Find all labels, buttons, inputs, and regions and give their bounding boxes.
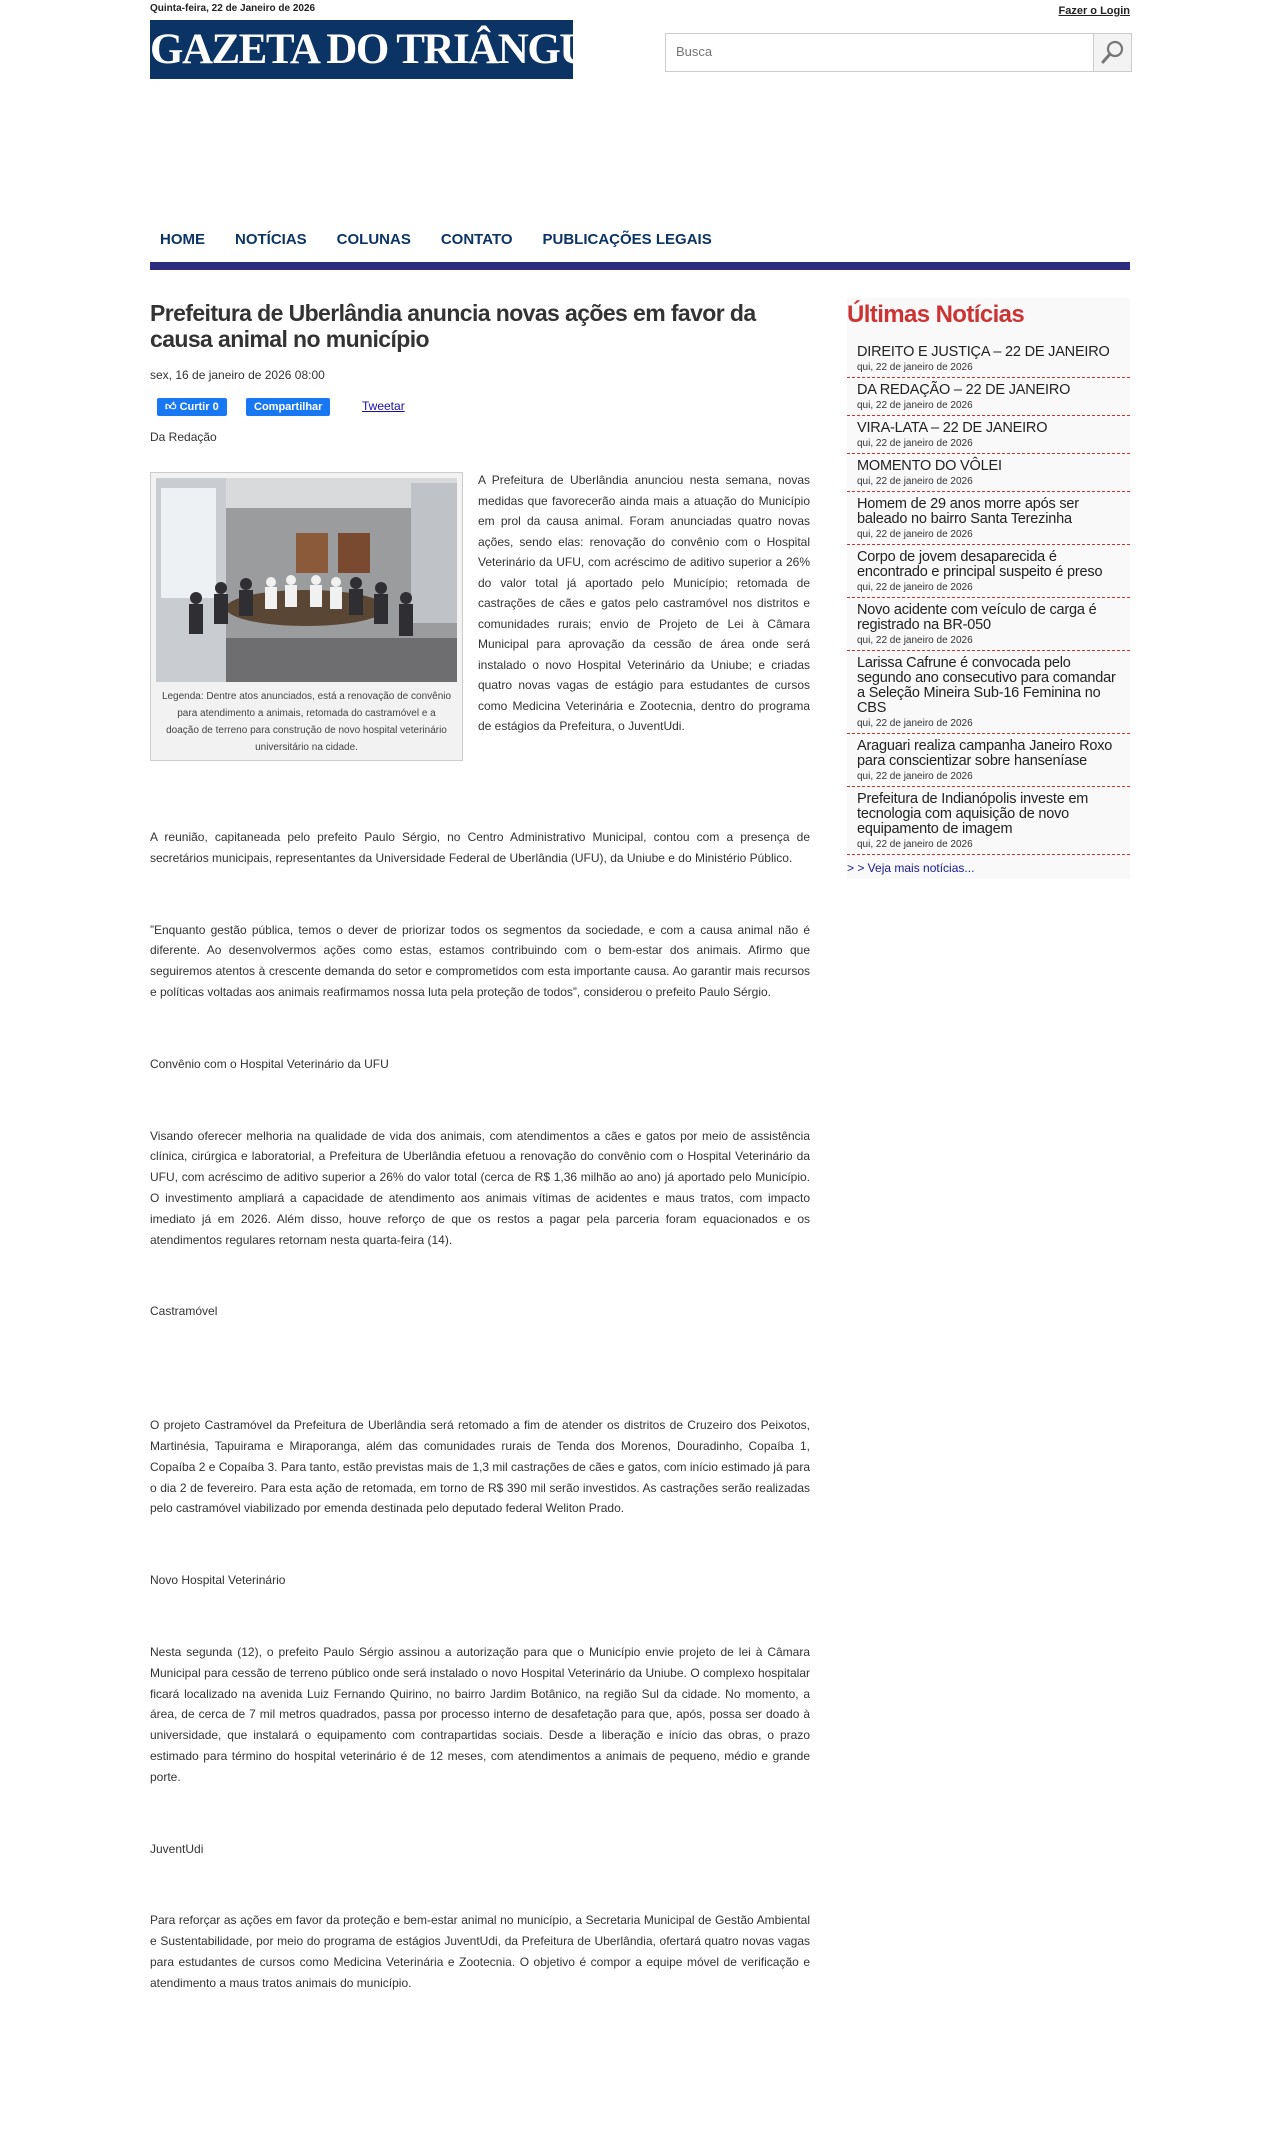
article [150,300,810,2045]
article-lead: A Prefeitura de Uberlândia anunciou nesta semana, novas medidas que favorecerão ainda mais a atuação do Município em prol da causa animal. Foram anunciadas quatro novas ações, sendo elas: renovação do convênio com o Hospital Veterinário da UFU, com acréscimo de aditivo superior a 26% do valor total já aportado pelo Município; retomada de castrações de cães e gatos pelo castramóvel nos distritos e comunidades rurais; envio de Projeto de Lei à Câmara Municipal para aprovação da cessão de área onde será instalado o novo Hospital Veterinário da Uniube; e criadas quatro novas vagas de estágio para estudantes de cursos como Medicina Veterinária e Zootecnia, dentro do programa de estágios da Prefeitura, o JuventUdi. [478,473,810,733]
article-photo [156,478,457,682]
news-title: Homem de 29 anos morre após ser baleado no bairro Santa Terezinha [857,496,1079,527]
main-nav [150,225,1130,255]
news-item[interactable] [847,492,1130,545]
nav-home[interactable]: HOME [160,231,205,248]
page [150,0,1130,2134]
search-input[interactable] [666,34,1111,69]
article-title: Prefeitura de Uberlândia anuncia novas ações em favor da causa animal no município [150,300,756,352]
nav-publicacoes-legais[interactable]: PUBLICAÇÕES LEGAIS [542,231,712,248]
news-item[interactable] [847,787,1130,855]
paragraph: Para reforçar as ações em favor da proteção e bem-estar animal no município, a Secretaria Municipal de Gestão Ambiental e Sustentabilidade, por meio do programa de estágios JuventUdi, da Prefeitura de Uberlândia, ofertará quatro novas vagas para estudantes de cursos como Medicina Veterinária e Zootecnia. O objetivo é compor a equipe móvel de verificação e atendimento a maus tratos animais do município. [150,1913,810,1990]
paragraph: Visando oferecer melhoria na qualidade de vida dos animais, com atendimentos a cães e gatos por meio de assistência clínica, cirúrgica e laboratorial, a Prefeitura de Uberlândia efetuou a renovação do convênio com o Hospital Veterinário da UFU, com acréscimo de aditivo superior a 26% do valor total (cerca de R$ 1,36 milhão ao ano) já aportado pelo Município. O investimento ampliará a capacidade de atendimento aos animais vítimas de acidentes e maus tratos, com impacto imediato já em 2026. Além disso, houve reforço de que os restos a pagar pela parceria foram equacionados e os atendimentos regulares retornam nesta quarta-feira (14). [150,1128,810,1247]
article-date: sex, 16 de janeiro de 2026 08:00 [150,368,325,382]
news-date: qui, 22 de janeiro de 2026 [857,718,973,729]
news-date: qui, 22 de janeiro de 2026 [857,635,973,646]
news-date: qui, 22 de janeiro de 2026 [857,582,973,593]
search-button[interactable] [1093,34,1131,71]
news-title: DIREITO E JUSTIÇA – 22 DE JANEIRO [857,344,1110,360]
news-item[interactable] [847,545,1130,598]
section-heading: Castramóvel [150,1304,218,1319]
news-item[interactable] [847,378,1130,416]
search-icon [1094,34,1131,71]
news-date: qui, 22 de janeiro de 2026 [857,476,973,487]
paragraph: O projeto Castramóvel da Prefeitura de Uberlândia será retomado a fim de atender os distritos de Cruzeiro dos Peixotos, Martinésia, Tapuirama e Miraporanga, além das comunidades rurais de Tenda dos Morenos, Douradinho, Copaíba 1, Copaíba 2 e Copaíba 3. Para tanto, estão previstas mais de 1,3 mil castrações de cães e gatos, com início estimado já para o dia 2 de fevereiro. Para esta ação de retomada, em torno de R$ 390 mil serão investidos. As castrações serão realizadas pelo castramóvel viabilizado por emenda destinada pelo deputado federal Weliton Prado. [150,1418,810,1516]
news-title: Corpo de jovem desaparecida é encontrado e principal suspeito é preso [857,549,1103,580]
news-item[interactable] [847,340,1130,378]
more-news-link[interactable]: > > Veja mais notícias... [847,861,975,875]
section-heading: JuventUdi [150,1841,204,1856]
nav-colunas[interactable]: COLUNAS [336,231,411,248]
news-item[interactable] [847,734,1130,787]
news-item[interactable] [847,598,1130,651]
news-title: Prefeitura de Indianópolis investe em tecnologia com aquisição de novo equipamento de imagem [857,791,1089,837]
facebook-share-button[interactable]: Compartilhar [246,398,330,416]
news-title: Larissa Cafrune é convocada pelo segundo ano consecutivo para comandar a Seleção Mineira Sub-16 Feminina no CBS [857,655,1116,716]
nav-contato[interactable]: CONTATO [440,231,513,248]
news-title: DA REDAÇÃO – 22 DE JANEIRO [857,382,1071,398]
login-link[interactable]: Fazer o Login [1058,5,1130,17]
photo-caption: Legenda: Dentre atos anunciados, está a renovação de convênio para atendimento a animais, retomada do castramóvel e a doação de terreno para construção de novo hospital veterinário universitário na cidade. [161,691,452,753]
nav-divider-bar [150,262,1130,270]
article-author: Da Redação [150,430,217,444]
section-heading: Convênio com o Hospital Veterinário da UFU [150,1056,389,1071]
paragraph: Nesta segunda (12), o prefeito Paulo Sérgio assinou a autorização para que o Município envie projeto de lei à Câmara Municipal para cessão de terreno público onde será instalado o novo Hospital Veterinário da Uniube. O complexo hospitalar ficará localizado na avenida Luiz Fernando Quirino, no bairro Jardim Botânico, na região Sul da cidade. No momento, a área, de cerca de 7 mil metros quadrados, passa por processo interno de desafetação para que, após, possa ser doado à universidade, que instalará o equipamento com contrapartidas sociais. Desde a liberação e início das obras, o prazo estimado para término do hospital veterinário é de 12 meses, com atendimentos a animais de pequeno, médio e grande porte. [150,1644,810,1784]
sidebar-title: Últimas Notícias [847,301,1025,328]
news-item[interactable] [847,651,1130,734]
news-title: VIRA-LATA – 22 DE JANEIRO [857,420,1048,436]
site-logo[interactable]: GAZETA DO TRIÂNGULO [150,20,573,79]
news-item[interactable] [847,416,1130,454]
latest-news-sidebar [847,298,1130,879]
news-list [847,340,1130,855]
like-label: Curtir 0 [179,401,219,413]
news-title: Araguari realiza campanha Janeiro Roxo para conscientizar sobre hanseníase [857,738,1113,769]
news-item[interactable] [847,454,1130,492]
facebook-like-button[interactable] [157,398,227,416]
article-figure [150,472,463,761]
paragraph: ”Enquanto gestão pública, temos o dever de priorizar todos os segmentos da sociedade, e com a causa animal não é diferente. Ao desenvolvermos ações como estas, estamos contribuindo com o bem-estar dos animais. Afirmo que seguiremos atentos à crescente demanda do setor e comprometidos com esta importante causa. Ao garantir mais recursos e políticas voltadas aos animais reafirmamos nossa luta pela proteção de todos”, considerou o prefeito Paulo Sérgio. [150,922,810,999]
news-date: qui, 22 de janeiro de 2026 [857,839,973,850]
news-date: qui, 22 de janeiro de 2026 [857,400,973,411]
paragraph: A reunião, capitaneada pelo prefeito Paulo Sérgio, no Centro Administrativo Municipal, contou com a presença de secretários municipais, representantes da Universidade Federal de Uberlândia (UFU), da Uniube e do Ministério Público. [150,830,810,865]
news-date: qui, 22 de janeiro de 2026 [857,771,973,782]
news-title: MOMENTO DO VÔLEI [857,458,1002,474]
tweet-link[interactable]: Tweetar [362,399,405,413]
nav-noticias[interactable]: NOTÍCIAS [235,231,307,248]
thumbs-up-icon: 👍︎ [165,401,177,413]
search-box [665,33,1132,72]
news-title: Novo acidente com veículo de carga é registrado na BR-050 [857,602,1097,633]
news-date: qui, 22 de janeiro de 2026 [857,438,973,449]
section-heading: Novo Hospital Veterinário [150,1573,286,1588]
social-buttons [150,398,810,420]
article-body [150,827,810,1994]
current-date: Quinta-feira, 22 de Janeiro de 2026 [150,3,316,14]
news-date: qui, 22 de janeiro de 2026 [857,362,973,373]
news-date: qui, 22 de janeiro de 2026 [857,529,973,540]
